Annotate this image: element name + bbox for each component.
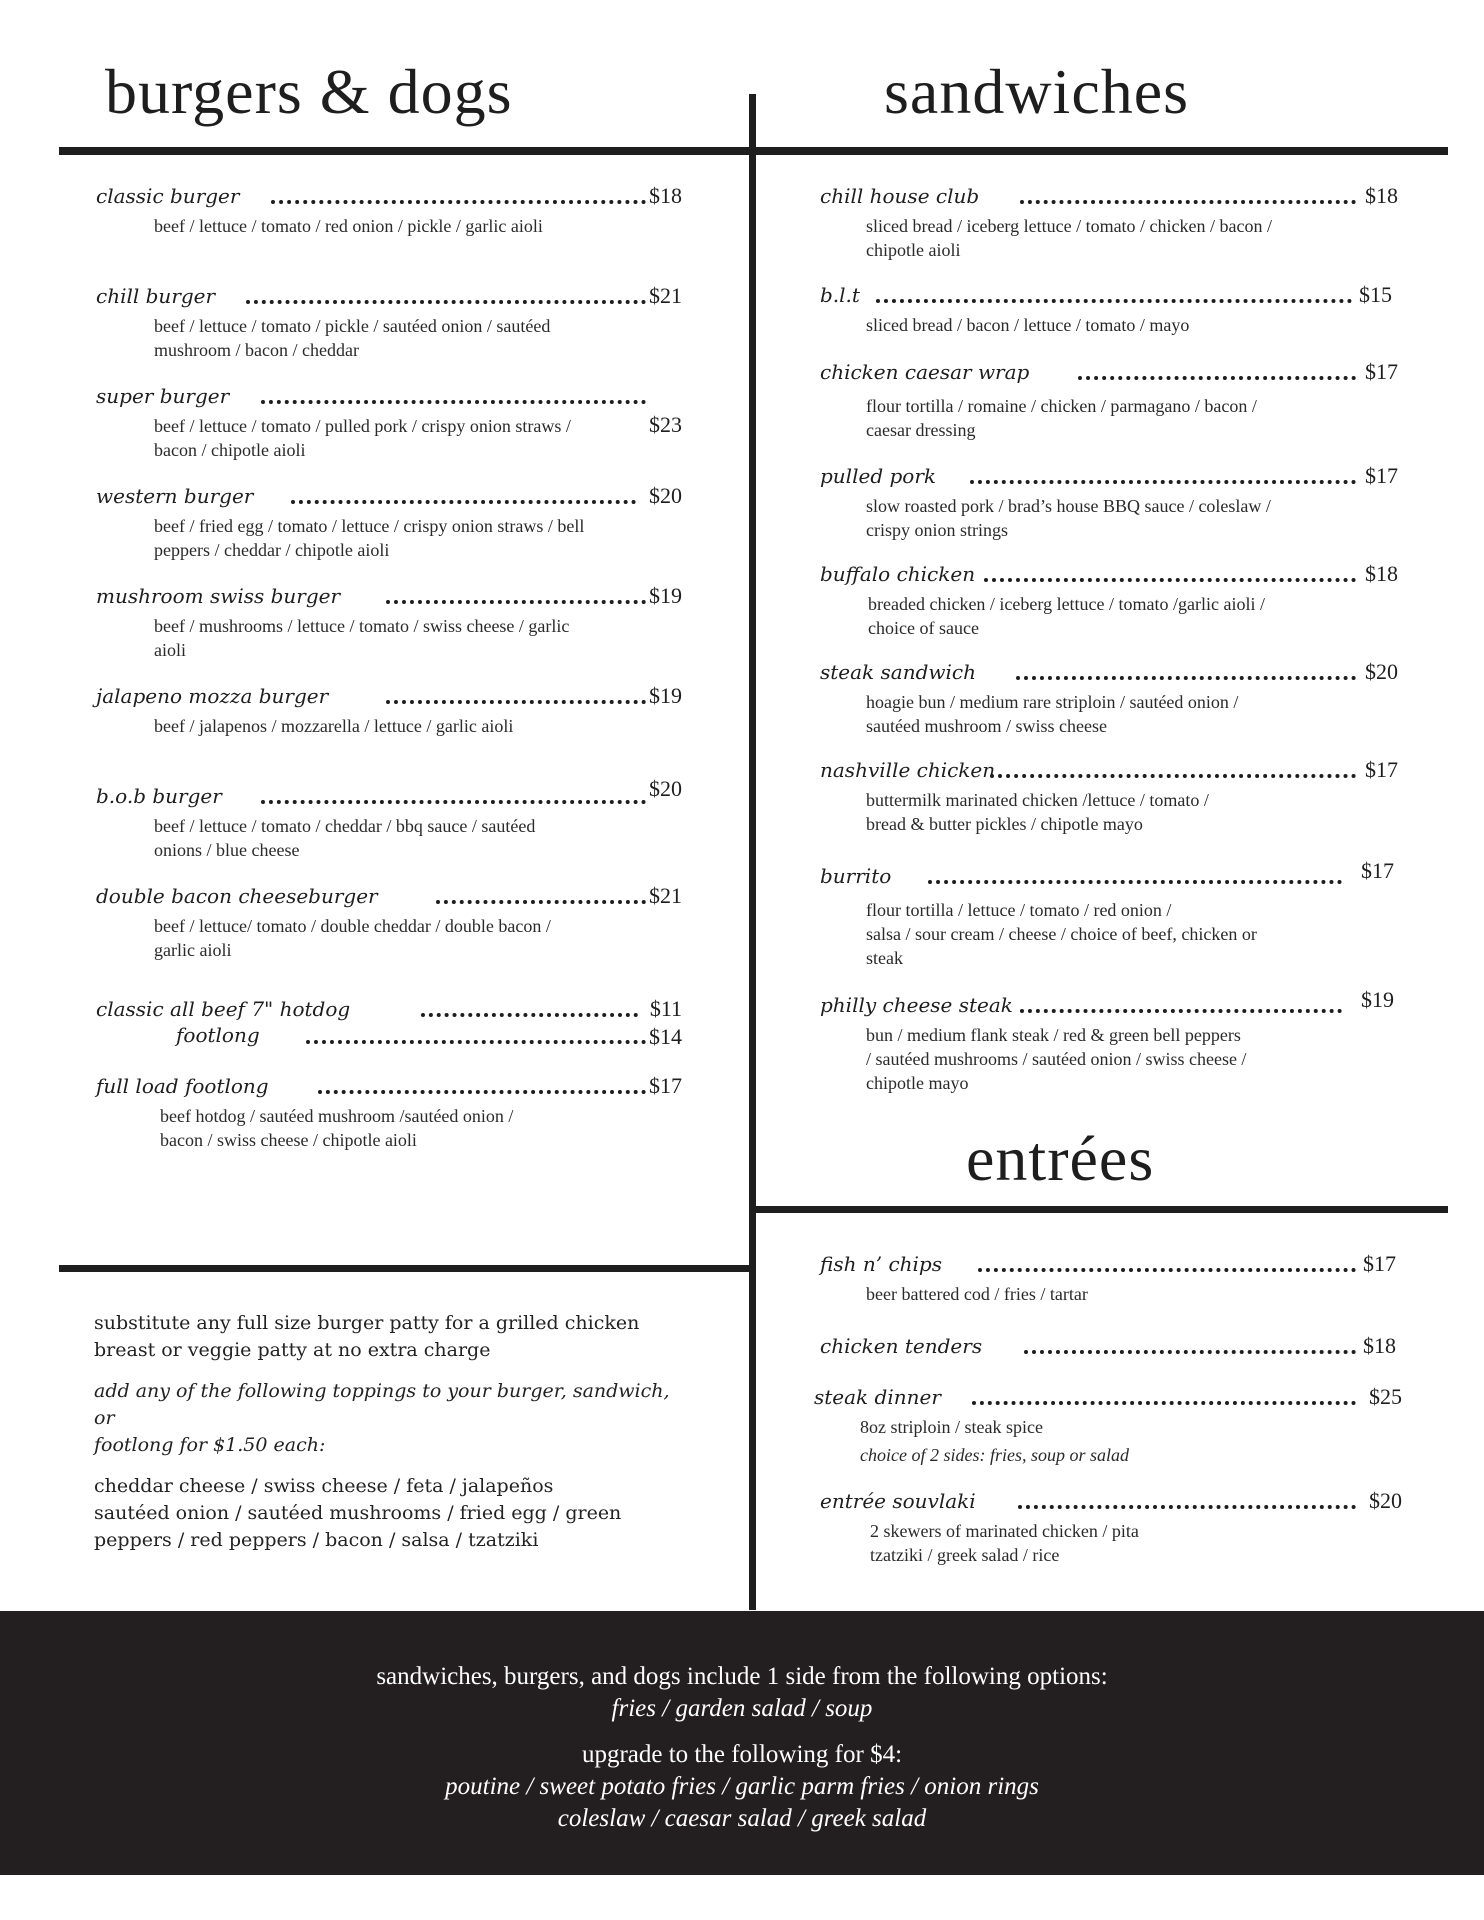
menu-item-name: b.l.t [820,283,860,307]
dot-leader [386,700,646,704]
menu-item [820,858,1400,970]
dot-leader [246,300,646,304]
menu-item [96,184,686,238]
menu-item-name: pulled pork [820,464,936,488]
menu-item [96,584,686,662]
menu-item-price: $18 [1365,183,1398,208]
menu-item-price: $20 [649,483,682,508]
menu-item-description: bun / medium flank steak / red & green bell peppers / sautéed mushrooms / sautéed onion / swiss cheese / chipotle mayo [866,1025,1247,1093]
menu-item-price: $17 [1361,858,1394,883]
menu-item-subprice: $14 [649,1024,682,1049]
menu-item [96,997,686,1057]
menu-item [820,1334,1400,1364]
dot-leader [928,880,1342,884]
menu-item [96,684,686,738]
menu-item-description: sliced bread / iceberg lettuce / tomato / chicken / bacon / chipotle aioli [866,216,1273,260]
menu-item-description: beef / fried egg / tomato / lettuce / crispy onion straws / bell peppers / cheddar / chipotle aioli [154,516,585,560]
menu-item-price: $17 [649,1073,682,1098]
menu-item-description: slow roasted pork / brad’s house BBQ sauce / coleslaw / crispy onion strings [866,496,1271,540]
menu-item-name: western burger [96,484,254,508]
dot-leader [386,600,646,604]
menu-item-price: $17 [1363,1251,1396,1276]
menu-item-name: buffalo chicken [820,562,976,586]
menu-item-name: super burger [96,384,230,408]
dot-leader [1020,1009,1342,1013]
menu-item-price: $11 [649,996,682,1021]
menu-item-description: beef / lettuce / tomato / cheddar / bbq sauce / sautéed onions / blue cheese [154,816,536,860]
menu-item [814,1385,1400,1467]
menu-item [96,884,686,962]
menu-item-description: beef / lettuce / tomato / pulled pork / crispy onion straws / bacon / chipotle aioli [154,416,571,460]
sides-intro: sandwiches, burgers, and dogs include 1 side from the following options: [376,1663,1108,1690]
menu-item-description: beef / jalapenos / mozzarella / lettuce / garlic aioli [154,716,514,736]
menu-item-description: flour tortilla / romaine / chicken / parmagano / bacon / caesar dressing [866,396,1257,440]
toppings-list: cheddar cheese / swiss cheese / feta / jalapeños sautéed onion / sautéed mushrooms / fried egg / green peppers / red peppers / bacon / salsa / tzatziki [94,1475,622,1551]
dot-leader [990,774,1356,778]
menu-item-description: hoagie bun / medium rare striploin / sautéed onion / sautéed mushroom / swiss cheese [866,692,1239,736]
menu-item-name: burrito [820,864,892,888]
menu-item-description: buttermilk marinated chicken /lettuce / tomato / bread & butter pickles / chipotle mayo [866,790,1209,834]
menu-item-name: classic burger [96,184,240,208]
menu-item-subname: footlong [176,1023,260,1047]
menu-item-description: breaded chicken / iceberg lettuce / tomato /garlic aioli / choice of sauce [868,594,1266,638]
menu-item-price: $19 [649,583,682,608]
entrees-rule [756,1206,1448,1213]
dot-leader [421,1013,638,1017]
toppings-intro: add any of the following toppings to your burger, sandwich, or footlong for $1.50 each: [94,1380,670,1456]
menu-item-price: $18 [1365,561,1398,586]
menu-item-description: beef / lettuce/ tomato / double cheddar / double bacon / garlic aioli [154,916,551,960]
menu-item [820,283,1400,337]
menu-item-description: 2 skewers of marinated chicken / pita tzatziki / greek salad / rice [870,1521,1139,1565]
menu-item-name: chicken caesar wrap [820,360,1030,384]
menu-item-price: $18 [1363,1333,1396,1358]
menu-item [820,987,1400,1095]
upgrade-options-1: poutine / sweet potato fries / garlic parm fries / onion rings [445,1773,1039,1800]
menu-item-price: $20 [1365,659,1398,684]
menu-item [820,360,1400,442]
dot-leader [271,200,646,204]
menu-item [96,776,686,862]
dot-leader [1078,376,1356,380]
menu-item-description: 8oz striploin / steak spice [860,1417,1043,1437]
substitute-note: substitute any full size burger patty for a grilled chicken breast or veggie patty at no extra charge [94,1312,640,1361]
menu-item-name: nashville chicken [820,758,996,782]
menu-item [96,484,686,562]
dot-leader [1016,676,1356,680]
menu-item-description: flour tortilla / lettuce / tomato / red onion / salsa / sour cream / cheese / choice of beef, chicken or steak [866,900,1257,968]
menu-item-name: philly cheese steak [820,993,1013,1017]
menu-item-name: mushroom swiss burger [96,584,341,608]
menu-item-price: $21 [649,883,682,908]
burgers-dogs-heading: burgers & dogs [105,56,513,127]
menu-item [820,562,1400,640]
menu-item-name: jalapeno mozza burger [96,684,329,708]
menu-item-name: chicken tenders [820,1334,983,1358]
dot-leader [972,1401,1356,1405]
menu-item [96,1074,686,1152]
menu-item-description: beef hotdog / sautéed mushroom /sautéed onion / bacon / swiss cheese / chipotle aioli [160,1106,514,1150]
entrees-heading: entrées [966,1123,1155,1194]
dot-leader [876,299,1352,303]
menu-item-price: $23 [649,412,682,437]
menu-item-price: $17 [1365,757,1398,782]
menu-item-price: $20 [649,776,682,801]
menu-item [96,384,686,462]
menu-item-description: beef / lettuce / tomato / red onion / pickle / garlic aioli [154,216,543,236]
menu-item [820,464,1400,542]
left-section-divider [59,1265,750,1272]
menu-item-name: classic all beef 7" hotdog [96,997,351,1021]
menu-item [820,758,1400,836]
dot-leader [1020,200,1356,204]
menu-item-price: $19 [1361,987,1394,1012]
menu-item-price: $17 [1365,359,1398,384]
sides-options: fries / garden salad / soup [611,1695,873,1722]
menu-item-description: sliced bread / bacon / lettuce / tomato / mayo [866,315,1190,335]
menu-item [96,284,686,362]
menu-item-price: $19 [649,683,682,708]
dot-leader [318,1090,646,1094]
menu-item-price: $17 [1365,463,1398,488]
menu-item-name: steak dinner [814,1385,941,1409]
dot-leader [306,1040,646,1044]
dot-leader [436,900,646,904]
menu-item-price: $25 [1369,1384,1402,1409]
menu-item-name: b.o.b burger [96,784,222,808]
dot-leader [261,800,646,804]
menu-item-note: choice of 2 sides: fries, soup or salad [860,1445,1129,1465]
center-vertical-rule [749,94,756,1610]
dot-leader [970,480,1356,484]
menu-item-name: entrée souvlaki [820,1489,976,1513]
menu-item-name: full load footlong [96,1074,269,1098]
menu-item-name: chill house club [820,184,980,208]
menu-item-price: $15 [1359,282,1392,307]
menu-item-price: $20 [1369,1488,1402,1513]
burger-notes [94,1310,694,1568]
menu-item-description: beef / mushrooms / lettuce / tomato / swiss cheese / garlic aioli [154,616,570,660]
dot-leader [978,1268,1356,1272]
menu-item-name: steak sandwich [820,660,977,684]
menu-item [820,660,1400,738]
menu-item-name: double bacon cheeseburger [96,884,378,908]
menu-item-price: $21 [649,283,682,308]
sides-footer [0,1611,1484,1875]
menu-item [820,184,1400,262]
upgrade-intro: upgrade to the following for $4: [581,1741,903,1768]
upgrade-options-2: coleslaw / caesar salad / greek salad [557,1805,927,1832]
dot-leader [291,500,636,504]
menu-item-name: chill burger [96,284,216,308]
menu-item [820,1489,1400,1567]
menu-item [820,1252,1400,1306]
dot-leader [984,578,1356,582]
menu-item-price: $18 [649,183,682,208]
dot-leader [261,400,646,404]
sandwiches-heading: sandwiches [884,56,1190,127]
menu-item-description: beef / lettuce / tomato / pickle / sautéed onion / sautéed mushroom / bacon / cheddar [154,316,551,360]
menu-item-description: beer battered cod / fries / tartar [866,1284,1088,1304]
dot-leader [1024,1350,1356,1354]
dot-leader [1018,1505,1356,1509]
menu-item-name: fish n’ chips [820,1252,942,1276]
